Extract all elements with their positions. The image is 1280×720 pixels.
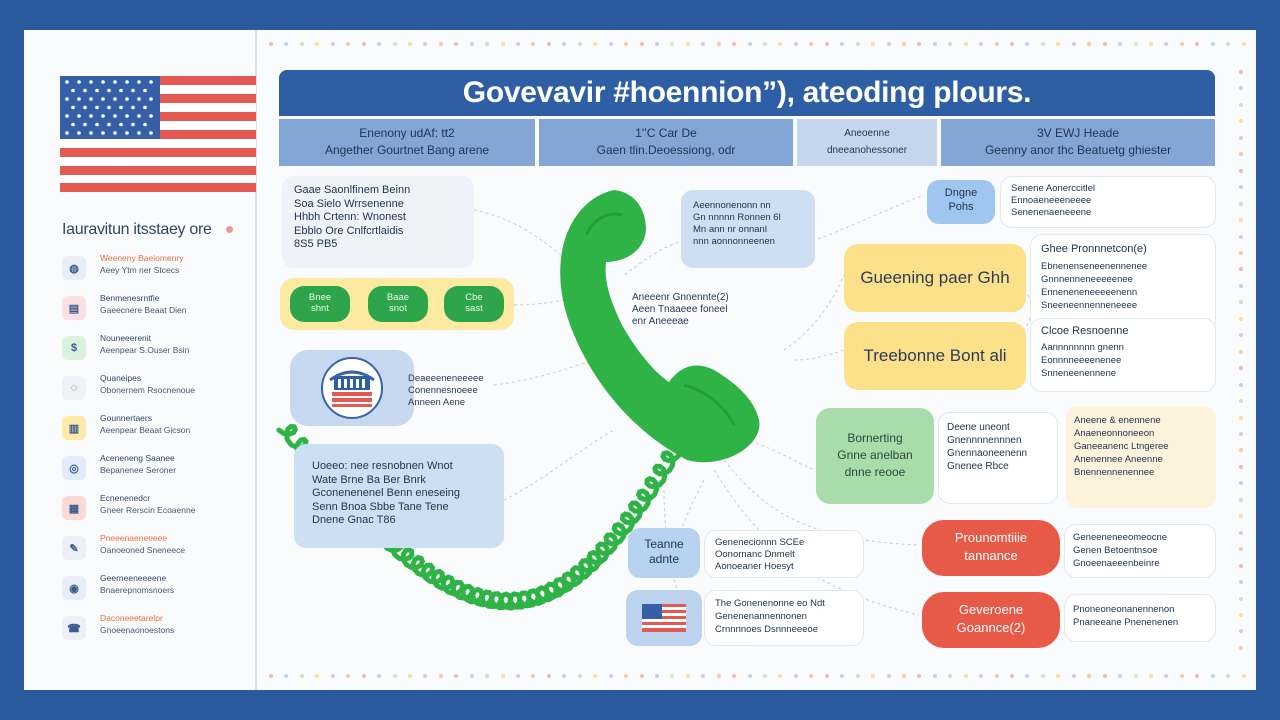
green-pill-line1: Bornerting [847,431,903,445]
sidebar-item-title: Pneeenaeneeeee [100,533,168,543]
sidebar-item-subtitle: Gneer Rerscin Ecoaenne [100,505,196,515]
yellow-info-text-2 [1041,341,1205,380]
red1-line: Geneeneneeomeocne [1073,532,1168,543]
phone-label-line: Aneeenr Gnnennte(2) [632,292,729,303]
red1-line: Genen Betoentnsoe [1073,545,1158,556]
center-top-line: Gn nnnnn Ronnen 6l [693,212,781,223]
option-button-3-line2: sast [465,303,483,314]
center-pill-line: Aonoeaner Hoesyt [715,561,794,572]
right-top-line: Ennoaeneeeneeee [1011,195,1092,206]
orange-info-card [1066,406,1216,508]
seal-card [290,350,414,426]
intro-line: Soa Sielo Wrrsenenne [294,197,404,210]
center-top-line: Aeennonenonn nn [693,200,771,211]
flag-card [626,590,702,646]
intro-line: Ebblo Ore Cnlfcrtlaidis [294,224,404,237]
briefcase-icon: ✎ [62,536,86,560]
green-line: Gnenee Rbce [947,461,1009,472]
sidebar-item-title: Ecnenenedcr [100,493,151,503]
column-header-2-line2: Gaen tlin.Deoessiong, odr [596,143,736,157]
right-top-card-text [1011,183,1205,219]
red-pill-2-line1: Geveroene [958,602,1024,617]
center-blue-pill-line2: adnte [648,552,680,566]
yellow-info-text-1 [1041,260,1205,312]
orange-line: Ganeeanenc Ltngeree [1074,441,1169,452]
orange-info-text [1074,414,1208,479]
yellow-pill-1: Gueening paer Ghh [844,244,1026,312]
yellow2-line: Snneneenennene [1041,368,1117,379]
seal-text-line: Conennesnoeee [408,385,478,396]
center-blue-pill [628,528,700,578]
phone-label-line: Aeen Tnaaeee foneel [632,304,728,315]
option-button-1-line1: Bnee [308,292,332,303]
info-line: Gconenenenel Benn eneseing [312,487,461,499]
red-pill-1-line2: tannance [964,548,1018,563]
center-pill-info-text [715,537,853,573]
sidebar-item-title: Nouneeerenit [100,333,152,343]
sidebar-item-subtitle: Aeenpear Beaat Gicson [100,425,191,435]
center-top-card [681,190,815,268]
orange-line: Aneene & enennene [1074,415,1161,426]
seal-text [408,373,484,409]
green-line: Deene uneont [947,422,1010,433]
yellow1-line: Sneeneennenneneeee [1041,300,1138,311]
intro-card [282,176,474,268]
infographic-frame [24,30,1256,690]
intro-card-text [294,184,462,238]
red-info-text-1 [1073,531,1207,570]
red1-line: Gnoeenaeeenbeinre [1073,558,1160,569]
column-header-2-line1: 1'’C Car De [635,126,697,140]
seal-text-line: Anneen Aene [408,397,466,408]
column-header-4-line1: 3V EWJ Heade [1036,126,1120,140]
government-seal-icon [290,350,414,426]
red-pill-1-line1: Prounomtiiie [954,530,1028,545]
column-header-1-line1: Enenony udAf: tt2 [359,126,455,140]
red-pill-1 [922,520,1060,576]
sidebar-item-subtitle: Obonernem Rsocnenoue [100,385,195,395]
center-top-line: nnn aonnonneenen [693,236,775,247]
sidebar-item-subtitle: Gaeecnere Beaat Dien [100,305,187,315]
green-pill [816,408,934,504]
option-button-1[interactable] [290,286,350,322]
money-icon: $ [62,336,86,360]
sidebar-item-title: Aceneneng Saanee [100,453,175,463]
sidebar-item-title: Quaneipes [100,373,142,383]
green-line: Gnennaoneenenn [947,448,1028,459]
green-info-card [938,412,1058,504]
column-header-4-line2: Geenny anor thc Beatuetg ghiester [984,143,1172,157]
yellow-info-head-1: Ghee Pronnnetcon(e) [1041,243,1147,255]
option-button-1-line2: shnt [311,303,329,314]
badge-icon: ◉ [62,576,86,600]
sidebar-item-subtitle: Aeenpear S.Ouser Bsin [100,345,190,355]
document-icon: ▤ [62,296,86,320]
option-button-2[interactable] [368,286,428,322]
sidebar-item-subtitle: Gnoeenaonoestons [100,625,175,635]
sidebar-item-title: Weeneny Baeiomenry [100,253,184,263]
info-card-text [312,460,486,528]
globe-network-icon: ◎ [62,456,86,480]
orange-line: Anaeneonnoneeon [1074,428,1155,439]
sidebar-item-title: Gounnertaers [100,413,152,423]
green-pill-line3: dnne reooe [844,465,906,479]
intro-card-number: 8S5 PB5 [294,238,338,250]
flag-info-card [704,590,864,646]
right-blue-pill-line2: Pohs [948,201,974,213]
right-top-line: Senenenaeneeene [1011,207,1092,218]
info-line: Dnene Gnac T86 [312,514,396,526]
phone-icon: ☎ [62,616,86,640]
center-pill-line: Genenecionnn SCEe [715,537,805,548]
yellow-pill-2: Treebonne Bont ali [844,322,1026,390]
seal-text-line: Deaeeeneneeeee [408,373,484,384]
sidebar-item-subtitle: Bnaerepnomsnoers [100,585,175,595]
page-title: Govevavir #hoennion”), ateoding plours. [279,70,1215,116]
button-group [280,278,514,330]
red-pill-2 [922,592,1060,648]
green-line: Gnennnnennnen [947,435,1022,446]
orange-line: Anenennee Aneenne [1074,454,1163,465]
phone-label [632,292,729,328]
red2-line: Pnaneeane Pnenenenen [1073,617,1179,628]
option-button-2-line1: Baae [386,292,410,303]
column-header-3-line2: dneeanohessoner [826,145,908,156]
red2-line: Pnoneoneonanennenon [1073,604,1175,615]
yellow-info-card-2 [1030,318,1216,392]
flag-info-line: Genenenannennonen [715,611,807,622]
center-pill-line: Oonornanc Dnmelt [715,549,795,560]
yellow2-line: Aannnnnnnn gnenn [1041,342,1124,353]
column-header-1-line2: Angether Gourtnet Bang arene [324,143,490,157]
green-info-text [947,421,1049,473]
info-line: Wate Brne Ba Ber Bnrk [312,473,426,486]
sidebar-item-title: Benmenesrntfie [100,293,160,303]
right-top-line: Senene Aonerccitlel [1011,183,1095,194]
info-line: Uoeeo: nee resnobnen Wnot [312,460,453,472]
yellow2-line: Eonnnneeeenenee [1041,355,1122,366]
option-button-3[interactable] [444,286,504,322]
yellow1-line: Enneneneneeeeenenn [1041,287,1138,298]
info-card [294,444,504,548]
option-button-2-line2: snot [389,303,407,314]
green-pill-line2: Gnne anelban [837,448,913,462]
sidebar-item-subtitle: Aeey Ytm ner Stcecs [100,265,180,275]
yellow-info-head-2: Clcoe Resnoenne [1041,325,1129,337]
phone-label-line: enr Aneeeae [632,316,689,327]
right-blue-pill [927,180,995,224]
flag-info-text [715,597,853,636]
red-pill-2-line2: Goannce(2) [956,620,1026,635]
center-blue-pill-line1: Teanne [644,537,684,551]
globe-icon: ◍ [62,256,86,280]
red-info-card-1 [1064,524,1216,578]
flag-info-line: Crnnnnoes Dsnnneeeoe [715,624,818,635]
intro-line: Hhbh Crtenn: Wnonest [294,211,406,223]
chat-icon: ◌ [62,376,86,400]
center-top-card-text [693,200,803,248]
small-us-flag-icon [626,590,702,646]
red-info-text-2 [1073,603,1207,629]
building-icon: ▥ [62,416,86,440]
intro-line: Gaae Saonlfinem Beinn [294,184,411,196]
center-top-line: Mn ann nr onnanl [693,224,767,235]
orange-line: Bnennennenennee [1074,467,1155,478]
center-pill-info [704,530,864,578]
flag-info-line: The Gonenenonne eo Ndt [715,598,825,609]
info-line: Senn Bnoa Sbbe Tane Tene [312,500,449,513]
yellow1-line: Gnnnenneneeeeenee [1041,274,1133,285]
right-top-card [1000,176,1216,228]
sidebar-item-subtitle: Bepanenee Seroner [100,465,177,475]
right-blue-pill-line1: Dngne [944,187,978,199]
yellow1-line: Ebnenenseneenennenee [1041,261,1148,272]
sidebar-title: Iauravitun itsstaey ore [62,221,212,238]
sidebar-item-title: Daconeeetarelpr [100,613,163,623]
red-info-card-2 [1064,594,1216,642]
sidebar-item-subtitle: Oanoeoned Sneneece [100,545,186,555]
option-button-3-line1: Cbe [465,292,483,303]
sidebar-item-title: Geerneeneeeene [100,573,167,583]
column-header-3-line1: Aneoenne [844,128,890,139]
calendar-icon: ▦ [62,496,86,520]
